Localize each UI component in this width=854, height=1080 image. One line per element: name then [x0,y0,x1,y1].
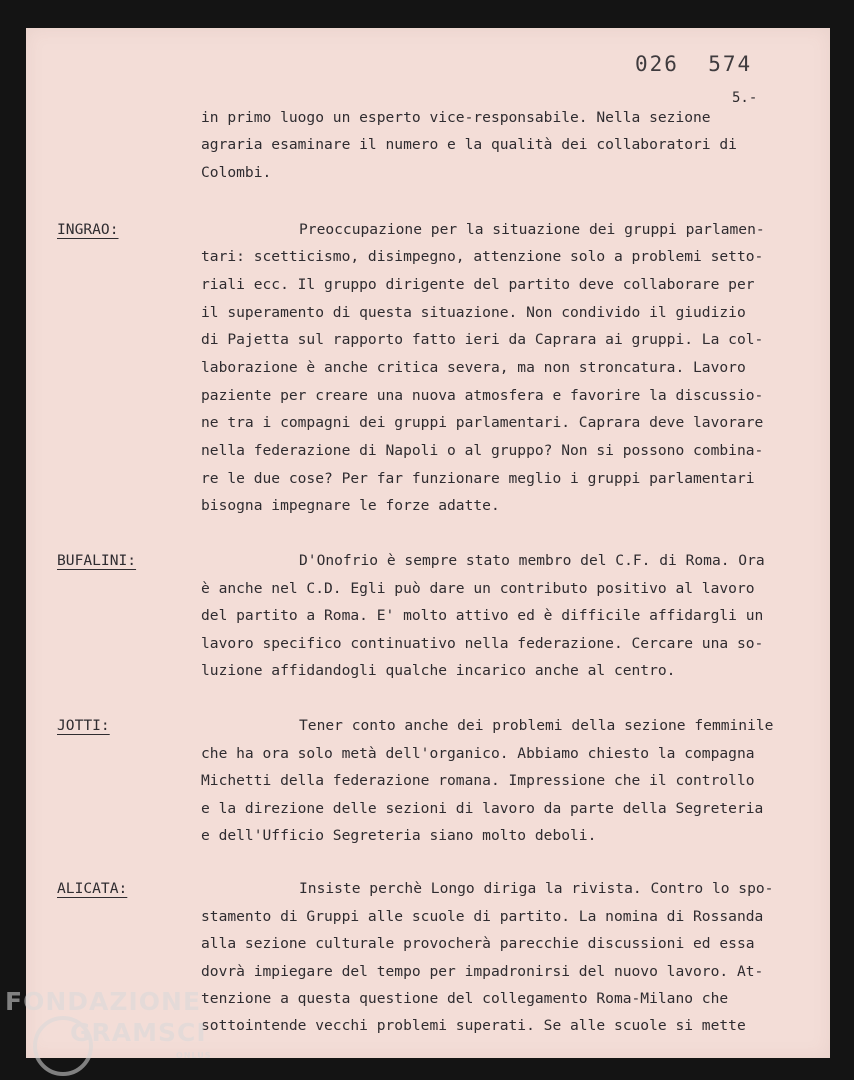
text-line: luzione affidandogli qualche incarico anche al centro. [201,662,676,679]
watermark-line2: GRAMSCI [70,1018,207,1047]
text-line: Insiste perchè Longo diriga la rivista. Contro lo spo- [299,880,774,897]
text-line: riali ecc. Il gruppo dirigente del partito deve collaborare per [201,276,755,293]
text-line: re le due cose? Per far funzionare meglio i gruppi parlamentari [201,470,755,487]
text-line: paziente per creare una nuova atmosfera e favorire la discussio- [201,387,764,404]
text-line: di Pajetta sul rapporto fatto ieri da Caprara ai gruppi. La col- [201,331,764,348]
text-line: nella federazione di Napoli o al gruppo? Non si possono combina- [201,442,764,459]
text-line: dovrà impiegare del tempo per impadronirsi del nuovo lavoro. At- [201,963,764,980]
text-line: sottointende vecchi problemi superati. Se alle scuole si mette [201,1017,746,1034]
text-line: alla sezione culturale provocherà parecchie discussioni ed essa [201,935,755,952]
text-line: Colombi. [201,164,272,181]
archive-number: 026 574 [635,52,753,76]
speaker-jotti: JOTTI: [57,717,110,734]
speaker-ingrao: INGRAO: [57,221,119,238]
text-line: in primo luogo un esperto vice-responsabile. Nella sezione [201,109,711,126]
text-line: Preoccupazione per la situazione dei gruppi parlamen- [299,221,765,238]
text-line: agraria esaminare il numero e la qualità dei collaboratori di [201,136,737,153]
watermark-line1: FONDAZIONE [5,987,202,1016]
text-line: lavoro specifico continuativo nella federazione. Cercare una so- [201,635,764,652]
text-line: e dell'Ufficio Segreteria siano molto deboli. [201,827,597,844]
text-line: che ha ora solo metà dell'organico. Abbiamo chiesto la compagna [201,745,755,762]
text-line: bisogna impegnare le forze adatte. [201,497,500,514]
page-number: 5.- [732,90,758,106]
text-line: del partito a Roma. E' molto attivo ed è difficile affidargli un [201,607,764,624]
text-line: D'Onofrio è sempre stato membro del C.F. di Roma. Ora [299,552,765,569]
text-line: è anche nel C.D. Egli può dare un contributo positivo al lavoro [201,580,755,597]
text-line: Michetti della federazione romana. Impressione che il controllo [201,772,755,789]
text-line: tenzione a questa questione del collegamento Roma-Milano che [201,990,729,1007]
text-line: stamento di Gruppi alle scuole di partito. La nomina di Rossanda [201,908,764,925]
watermark-small: ONLUS [176,1051,212,1060]
text-line: Tener conto anche dei problemi della sezione femminile [299,717,774,734]
speaker-bufalini: BUFALINI: [57,552,137,569]
text-line: ne tra i compagni dei gruppi parlamentari. Caprara deve lavorare [201,414,764,431]
text-line: laborazione è anche critica severa, ma non stroncatura. Lavoro [201,359,746,376]
text-line: e la direzione delle sezioni di lavoro da parte della Segreteria [201,800,764,817]
text-line: tari: scetticismo, disimpegno, attenzione solo a problemi setto- [201,248,764,265]
text-line: il superamento di questa situazione. Non condivido il giudizio [201,304,746,321]
speaker-alicata: ALICATA: [57,880,128,897]
